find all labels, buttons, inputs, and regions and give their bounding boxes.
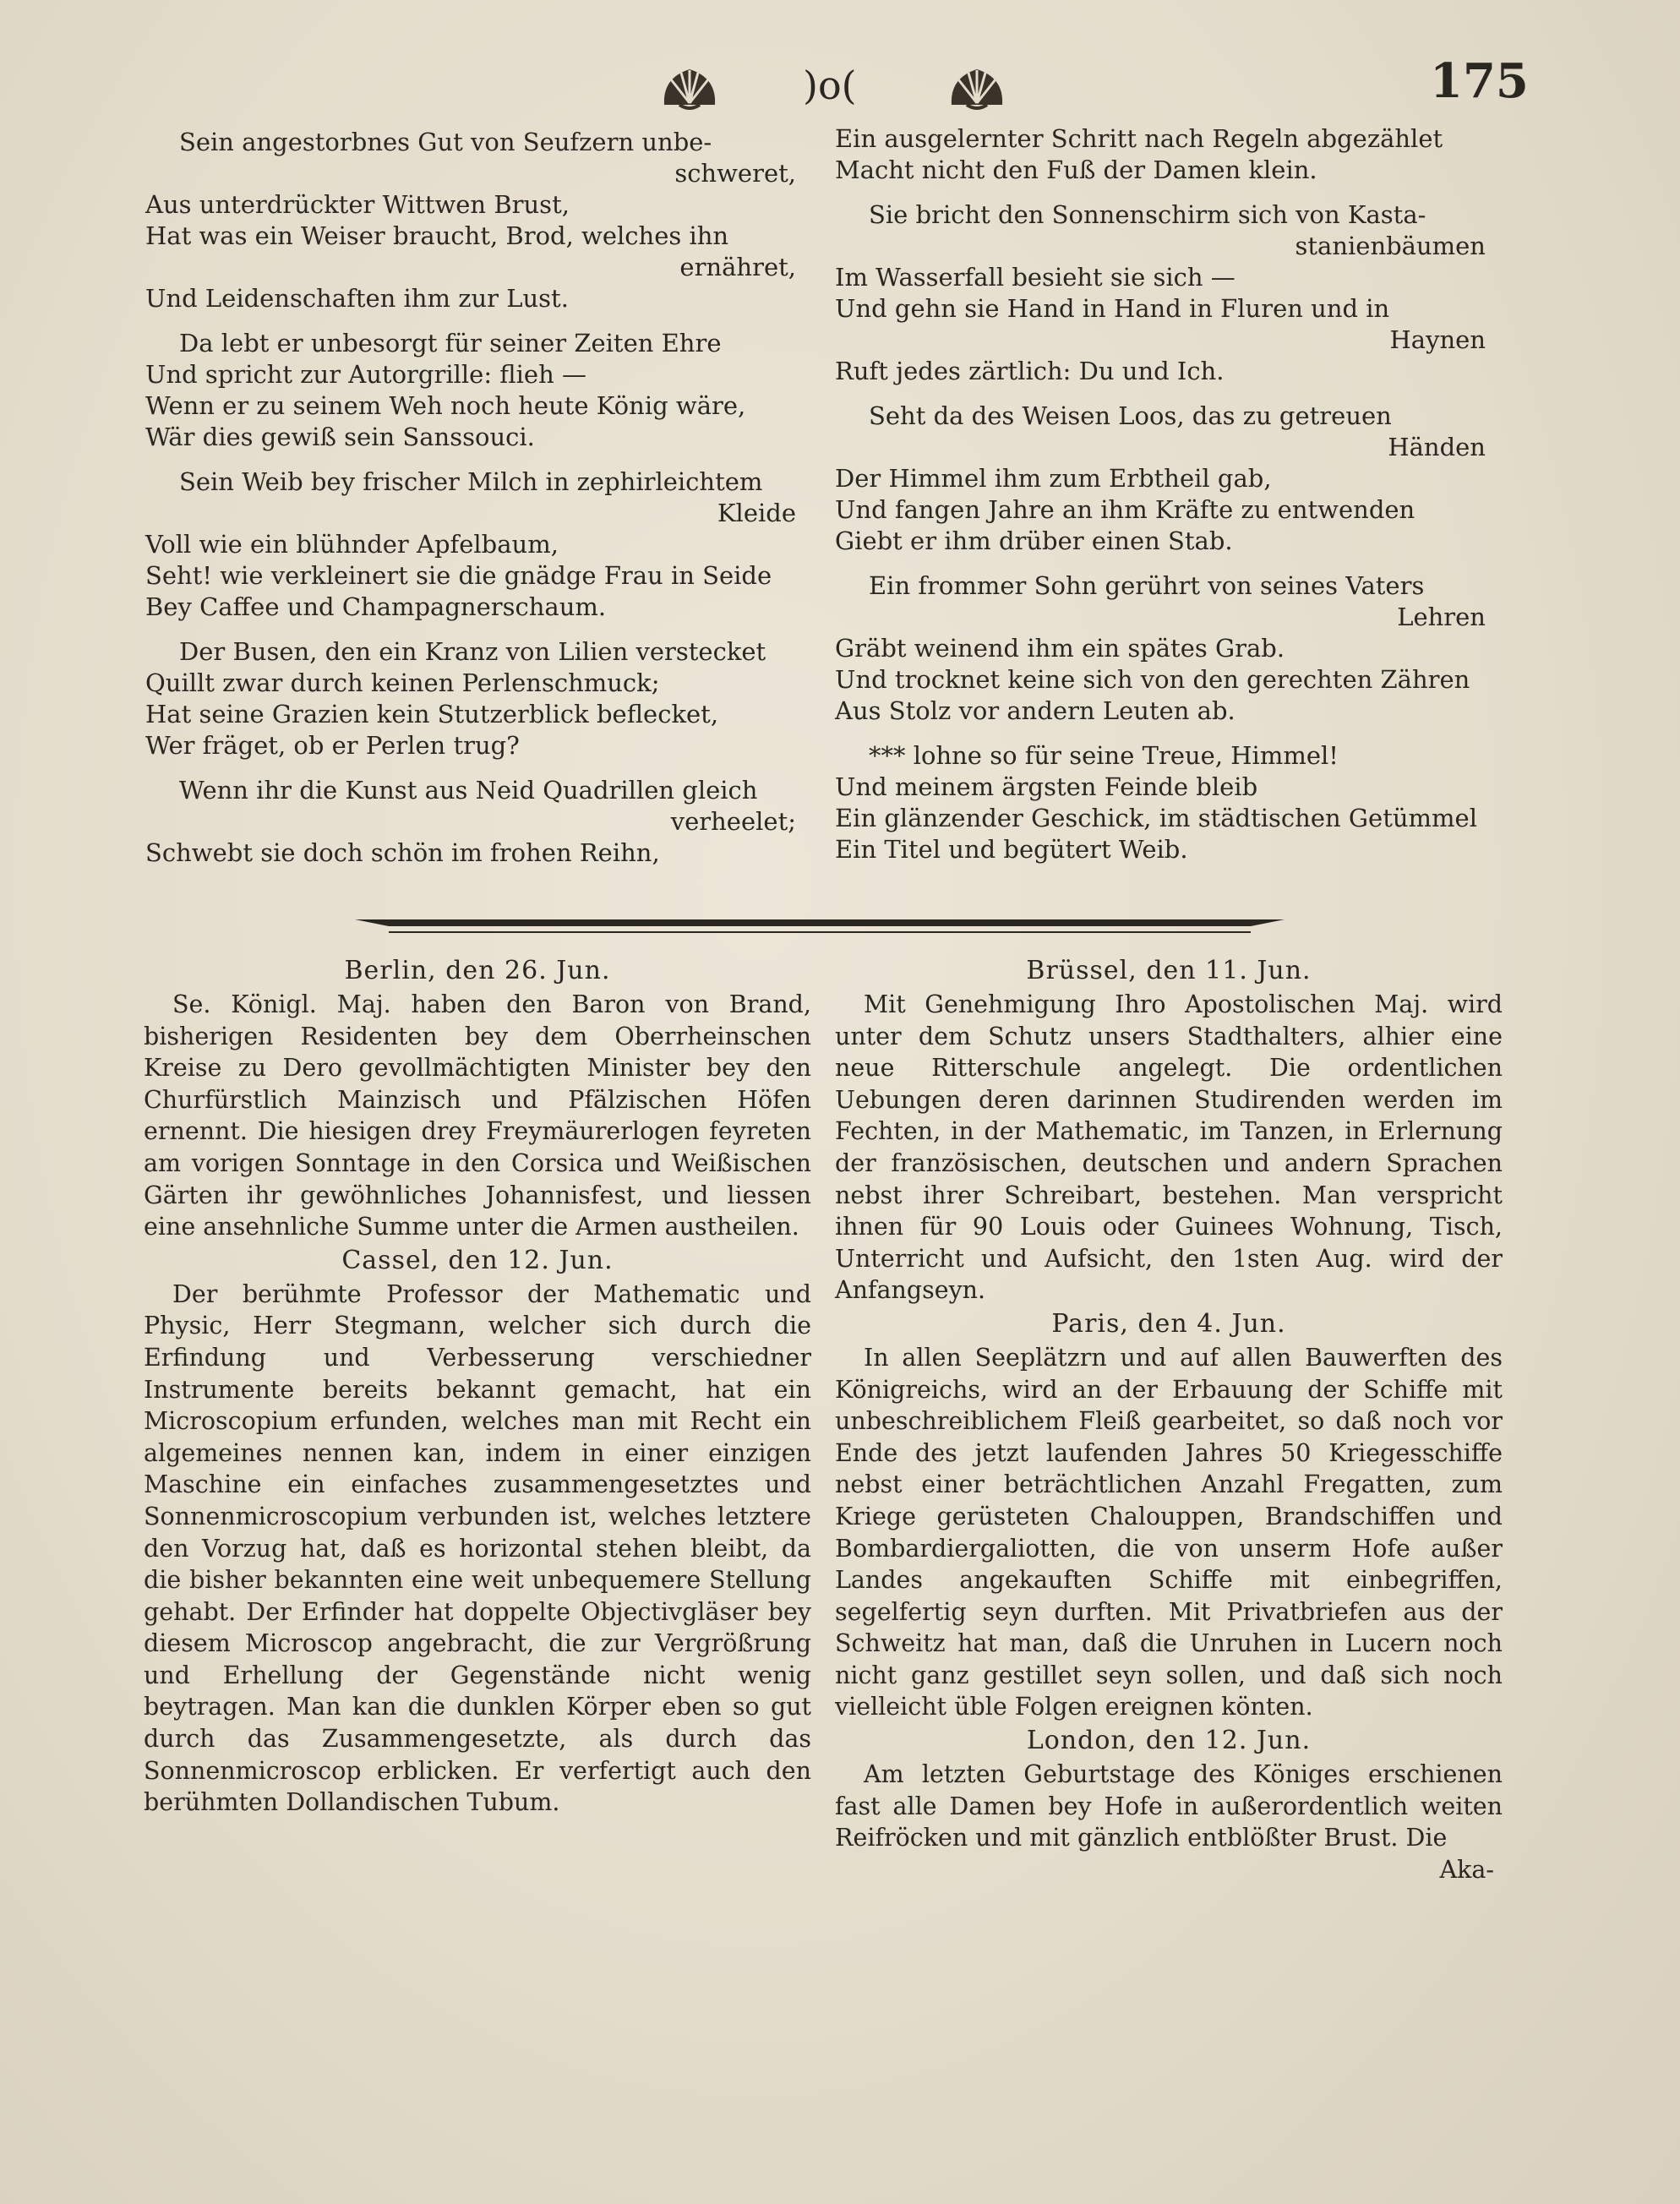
article-dateline: Cassel, den 12. Jun. [341,1245,614,1275]
poem-line: Macht nicht den Fuß der Damen klein. [835,155,1317,184]
poem-line: Bey Caffee und Champagnerschaum. [145,592,607,621]
poem-stanza [835,740,1503,865]
article-body: Am letzten Geburtstage des Königes erschienen fast alle Damen bey Hofe in außerordentlich weiten Reifröcken und mit gänzlich entblößter Brust. Die [835,1760,1503,1852]
poem-line: Der Busen, den ein Kranz von Lilien verstecket [179,637,766,666]
poem-line: Sein Weib bey frischer Milch in zephirleichtem [179,467,763,496]
header-mark: )o( [803,63,857,108]
poem-line: Seht! wie verkleinert sie die gnädge Frau in Seide [145,561,772,590]
poem-line: Und meinem ärgsten Feinde bleib [835,772,1258,801]
poem-line: Ruft jedes zärtlich: Du und Ich. [835,357,1225,385]
shell-ornament-icon [659,63,720,112]
poem-line: Wenn er zu seinem Weh noch heute König wäre, [145,391,746,420]
poem-line: schweret, [674,159,796,188]
poem-line: Voll wie ein blühnder Apfelbaum, [145,530,559,559]
poem-line: Sie bricht den Sonnenschirm sich von Kasta- [869,200,1426,229]
article-dateline: London, den 12. Jun. [1026,1726,1312,1756]
poem-stanza [835,123,1503,186]
poem-line: Aus unterdrückter Wittwen Brust, [145,190,570,219]
poem-line: Hat seine Grazien kein Stutzerblick beflecket, [145,700,719,728]
poem-line: Und fangen Jahre an ihm Kräfte zu entwenden [835,495,1415,524]
catchword: Aka- [1439,1855,1494,1884]
poem-line: Giebt er ihm drüber einen Stab. [835,526,1233,555]
article-dateline: Berlin, den 26. Jun. [344,956,611,985]
article-dateline: Brüssel, den 11. Jun. [1026,956,1312,985]
poem-line: Wer fräget, ob er Perlen trug? [145,731,520,760]
poem-line: Der Himmel ihm zum Erbtheil gab, [835,464,1272,493]
article-dateline: Paris, den 4. Jun. [1051,1308,1286,1339]
poem-stanza [145,328,813,453]
poem-line: Ein Titel und begütert Weib. [835,835,1188,864]
poem-line: Sein angestorbnes Gut von Seufzern unbe- [179,128,712,156]
poem-line: Quillt zwar durch keinen Perlenschmuck; [145,668,660,697]
poem-line: Händen [1388,433,1486,461]
poem-line: Hat was ein Weiser braucht, Brod, welches ihn [145,221,729,250]
poem-line: Seht da des Weisen Loos, das zu getreuen [869,401,1392,430]
poem-line: Wär dies gewiß sein Sanssouci. [145,423,535,451]
poem-line: Kleide [717,499,796,527]
poem-line: Und trocknet keine sich von den gerechten Zähren [835,665,1470,694]
poem-column-right [835,123,1503,879]
poem-stanza [835,199,1503,387]
poem-line: Ein glänzender Geschick, im städtischen Getümmel [835,804,1477,832]
poem-stanza [145,466,813,623]
poem-stanza [145,127,813,314]
poem-line: Und gehn sie Hand in Hand in Fluren und in [835,294,1390,323]
poem-line: verheelet; [670,807,796,836]
article-body: Mit Genehmigung Ihro Apostolischen Maj. wird unter dem Schutz unsers Stadthalters, alhier eine neue Ritterschule angelegt. Die ordentlichen Uebungen deren darinnen Studirenden werden im Fechten, in der Mathematic, im Tanzen, in Erlernung der französischen, deutschen und andern Sprachen nebst ihrer Schreibart, bestehen. Man verspricht ihnen für 90 Louis oder Guinees Wohnung, Tisch, Unterricht und Aufsicht, den 1sten Aug. wird der Anfangseyn. [835,990,1503,1305]
poem-line: Gräbt weinend ihm ein spätes Grab. [835,634,1285,663]
page-number: 175 [1430,53,1529,109]
poem-line: Schwebt sie doch schön im frohen Reihn, [145,838,660,867]
section-divider [355,913,1285,935]
poem-line: ernähret, [679,253,796,281]
article-body: Der berühmte Professor der Mathematic und Physic, Herr Stegmann, welcher sich durch die Erfindung und Verbesserung verschiedner Instrumente bereits bekannt gemacht, hat ein Microscopium erfunden, welches man mit Recht ein algemeines nennen kan, indem in einer einzigen Maschine ein einfaches zusammengesetztes und Sonnenmicroscopium verbunden ist, welches letztere den Vorzug hat, daß es horizontal stehen bleibt, da die bisher bekannten eine weit unbequemere Stellung gehabt. Der Erfinder hat doppelte Objectivgläser bey diesem Microscop angebracht, die zur Vergrößrung und Erhellung der Gegenstände nicht wenig beytragen. Man kan die dunklen Körper eben so gut durch das Zusammengesetzte, als durch das Sonnenmicroscop erblicken. Er verfertigt auch den berühmten Dollandischen Tubum. [144,1279,811,1817]
news-column-right [835,953,1503,1886]
poem-line: stanienbäumen [1295,232,1486,260]
shell-ornament-icon [946,63,1007,112]
poem-line: Aus Stolz vor andern Leuten ab. [835,696,1235,725]
poem-stanza [835,570,1503,727]
article-body: In allen Seeplätzrn und auf allen Bauwerften des Königreichs, wird an der Erbauung der Schiffe mit unbeschreiblichem Fleiß gearbeitet, so daß noch vor Ende des jetzt laufenden Jahres 50 Kriegesschiffe nebst einer beträchtlichen Anzahl Fregatten, zum Kriege gerüsteten Chalouppen, Brandschiffen und Bombardiergaliotten, die von unserm Hofe außer Landes angekauften Schiffe mit einbegriffen, segelfertig seyn durften. Mit Privatbriefen aus der Schweitz hat man, daß die Unruhen in Lucern noch nicht ganz gestillet seyn sollen, und daß sich noch vielleicht üble Folgen ereignen könten. [835,1343,1503,1721]
poem-line: Ein frommer Sohn gerührt von seines Vaters [869,571,1425,600]
poem-line: Haynen [1389,325,1486,354]
article-body: Se. Königl. Maj. haben den Baron von Brand, bisherigen Residenten bey dem Oberrheinschen Kreise zu Dero gevollmächtigten Minister bey den Churfürstlich Mainzisch und Pfälzischen Höfen ernennt. Die hiesigen drey Freymäurerlogen feyreten am vorigen Sonntage in den Corsica und Weißischen Gärten ihr gewöhnliches Johannisfest, und liessen eine ansehnliche Summe unter die Armen austheilen. [144,990,811,1241]
poem-stanza [145,636,813,761]
poem-stanza [145,775,813,869]
poem-line: Und Leidenschaften ihm zur Lust. [145,284,569,313]
poem-stanza [835,401,1503,557]
poem-line: Da lebt er unbesorgt für seiner Zeiten Ehre [179,329,722,357]
poem-line: *** lohne so für seine Treue, Himmel! [869,741,1339,770]
poem-line: Und spricht zur Autorgrille: flieh — [145,360,586,389]
poem-line: Wenn ihr die Kunst aus Neid Quadrillen gleich [179,776,758,805]
poem-line: Lehren [1397,603,1486,631]
poem-line: Im Wasserfall besieht sie sich — [835,263,1235,292]
poem-column-left [145,127,813,882]
poem-line: Ein ausgelernter Schritt nach Regeln abgezählet [835,124,1443,153]
news-column-left [144,953,811,1819]
page-header [0,52,1680,120]
